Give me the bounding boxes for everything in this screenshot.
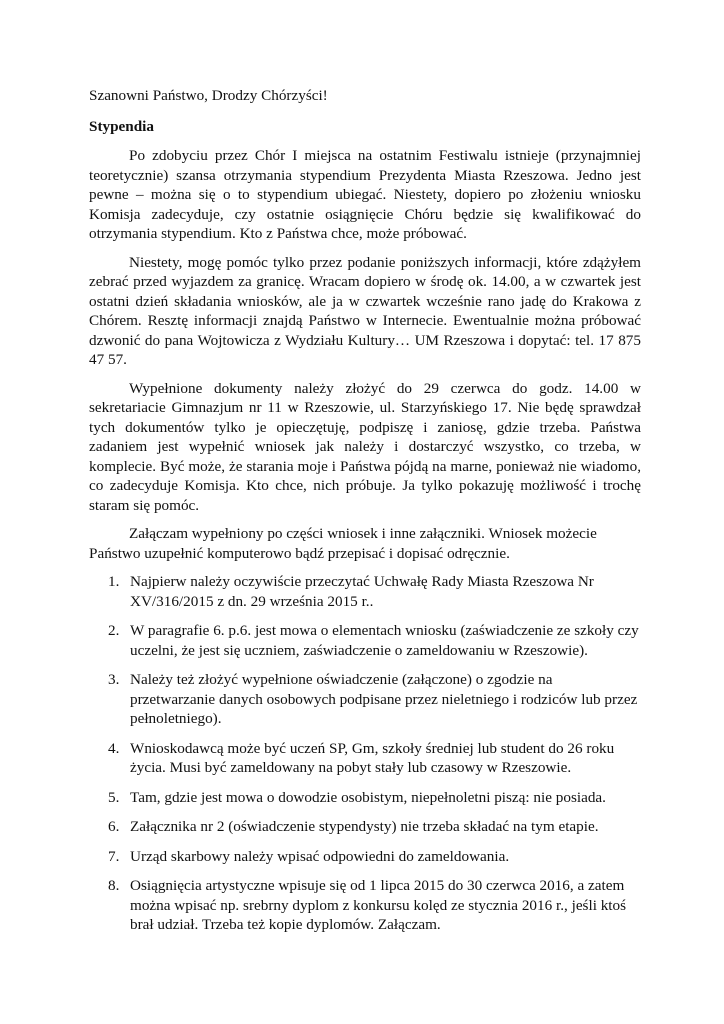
list-item: [89, 621, 641, 660]
list-item-text: Wnioskodawcą może być uczeń SP, Gm, szkoły średniej lub student do 26 roku życia. Musi być zameldowany na pobyt stały lub czasowy w Rzeszowie.: [130, 739, 615, 776]
list-item-number: 7.: [108, 847, 120, 865]
paragraph-attachments: Załączam wypełniony po części wniosek i inne załączniki. Wniosek możecie Państwo uzupełnić komputerowo bądź przepisać i dopisać odręcznie.: [89, 525, 597, 562]
list-item-text: W paragrafie 6. p.6. jest mowa o elementach wniosku (zaświadczenie ze szkoły czy uczelni, że jest się uczniem, zaświadczenie o zameldowaniu w Rzeszowie).: [130, 622, 639, 659]
list-item-number: 8.: [108, 877, 120, 894]
list-item-number: 1.: [108, 573, 120, 590]
paragraph-contact-info: Niestety, mogę pomóc tylko przez podanie poniższych informacji, które zdążyłem zebrać przed wyjazdem za granicę. Wracam dopiero w środę ok. 14.00, a w czwartek jest ostatni dzień składania wniosków, ale ja w czwartek wcześnie rano jadę do Krakowa z Chórem. Resztę informacji znajdą Państwo w Internecie. Ewentualnie można próbować dzwonić do pana Wojtowicza z Wydziału Kultury… UM Rzeszowa i dopytać: tel. 17 875 47 57.: [89, 253, 641, 368]
paragraph-scholarship-chance: Po zdobyciu przez Chór I miejsca na ostatnim Festiwalu istnieje (przynajmniej teoretycznie) szansa otrzymania stypendium Prezydenta Miasta Rzeszowa. Jedno jest pewne – można się o to stypendium ubiegać. Niestety, dopiero po złożeniu wniosku Komisja zadecyduje, czy ostatnie osiągnięcie Chóru będzie się kwalifikować do otrzymania stypendium. Kto z Państwa chce, może próbować.: [89, 147, 641, 242]
list-item: [89, 572, 641, 611]
list-item: [89, 817, 641, 837]
list-item-number: 3.: [108, 671, 120, 688]
list-item-text: Najpierw należy oczywiście przeczytać Uchwałę Rady Miasta Rzeszowa Nr XV/316/2015 z dn. 29 września 2015 r..: [130, 573, 594, 610]
letter-greeting: Szanowni Państwo, Drodzy Chórzyści!: [89, 87, 328, 104]
paragraph-submission-details: Wypełnione dokumenty należy złożyć do 29 czerwca do godz. 14.00 w sekretariacie Gimnazjum nr 11 w Rzeszowie, ul. Starzyńskiego 17. Nie będę sprawdzał tych dokumentów tylko je opieczętuję, podpiszę i zaniosę, gdzie trzeba. Państwa zadaniem jest wypełnić wniosek jak należy i dostarczyć wszystko, co trzeba, w komplecie. Być może, że starania moje i Państwa pójdą na marne, ponieważ nie wiadomo, co zadecyduje Komisja. Kto chce, nich próbuje. Ja tylko pokazuję możliwość i trochę staram się pomóc.: [89, 379, 641, 514]
list-item-text: Należy też złożyć wypełnione oświadczenie (załączone) o zgodzie na przetwarzanie danych osobowych podpisane przez nieletniego i rodziców lub przez pełnoletniego).: [130, 671, 638, 727]
list-item-text: Urząd skarbowy należy wpisać odpowiedni do zameldowania.: [130, 847, 510, 865]
list-item-text: Załącznika nr 2 (oświadczenie stypendysty) nie trzeba składać na tym etapie.: [130, 818, 599, 835]
list-item-number: 2.: [108, 622, 120, 639]
list-item: [89, 876, 641, 935]
list-item-number: 5.: [108, 788, 120, 806]
list-item-text: Tam, gdzie jest mowa o dowodzie osobistym, niepełnoletni piszą: nie posiada.: [130, 788, 606, 806]
letter-page: [89, 86, 641, 945]
list-item: [89, 788, 641, 808]
instructions-list: [89, 572, 641, 935]
list-item-number: 4.: [108, 739, 120, 757]
list-item: [89, 847, 641, 867]
list-item-number: 6.: [108, 818, 120, 835]
list-item: [89, 739, 641, 778]
section-heading: Stypendia: [89, 117, 154, 135]
list-item-text: Osiągnięcia artystyczne wpisuje się od 1 lipca 2015 do 30 czerwca 2016, a zatem można wpisać np. srebrny dyplom z konkursu kolęd ze stycznia 2016 r., jeśli ktoś brał udział. Trzeba też kopie dyplomów. Załączam.: [130, 877, 627, 933]
list-item: [89, 670, 641, 729]
